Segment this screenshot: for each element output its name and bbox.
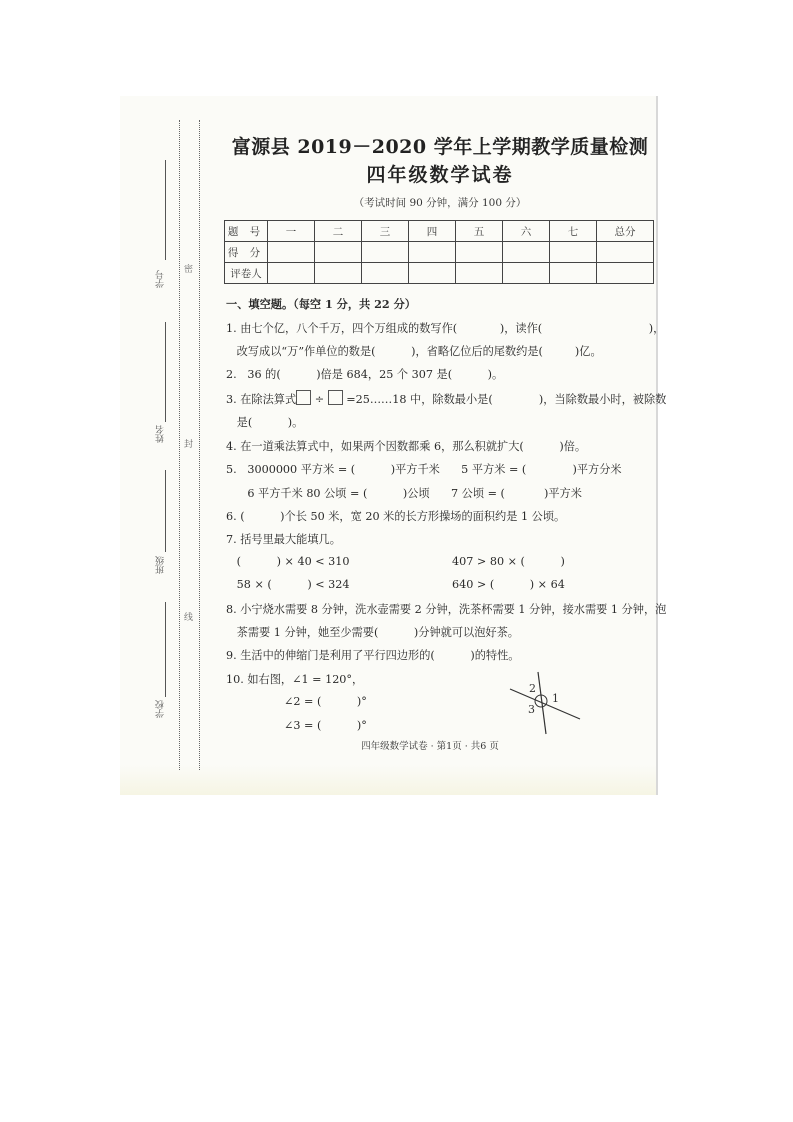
question-3-line-2: 是( )。 bbox=[226, 416, 304, 429]
question-8-line-2: 茶需要 1 分钟，她至少需要( )分钟就可以泡好茶。 bbox=[226, 626, 519, 639]
school-label: 学校 bbox=[156, 700, 166, 718]
binding-dotted-line-1 bbox=[179, 120, 180, 770]
divisor-box bbox=[328, 390, 343, 405]
seal-char-xian: 线 bbox=[184, 613, 194, 623]
row-header: 评卷人 bbox=[225, 263, 268, 284]
grader-cell[interactable] bbox=[409, 263, 456, 284]
question-7-heading: 7. 括号里最大能填几。 bbox=[226, 533, 341, 546]
question-5-line-1: 5. 3000000 平方米 = ( )平方千米 5 平方米 = ( )平方分米 bbox=[226, 463, 622, 476]
question-10-line-1: 10. 如右图，∠1 = 120°， bbox=[226, 673, 364, 686]
question-6: 6. ( )个长 50 米，宽 20 米的长方形操场的面积约是 1 公顷。 bbox=[226, 510, 566, 523]
col-header: 七 bbox=[550, 221, 597, 242]
score-table-row-score bbox=[225, 242, 654, 263]
scan-shadow bbox=[120, 765, 656, 795]
binding-dotted-line-2 bbox=[199, 120, 200, 770]
exam-time-info: （考试时间 90 分钟，满分 100 分） bbox=[353, 197, 527, 209]
divide-sign: ÷ bbox=[314, 393, 325, 406]
score-cell[interactable] bbox=[268, 242, 315, 263]
grader-cell[interactable] bbox=[362, 263, 409, 284]
name-line bbox=[165, 322, 166, 422]
question-3-text: 3. 在除法算式 bbox=[226, 393, 297, 406]
name-label: 姓名 bbox=[156, 425, 166, 443]
score-cell[interactable] bbox=[503, 242, 550, 263]
col-header: 四 bbox=[409, 221, 456, 242]
student-id-label: 学号 bbox=[156, 270, 166, 288]
question-7-a: ( ) × 40 < 310 bbox=[226, 555, 350, 568]
question-7-c: 58 × ( ) < 324 bbox=[226, 578, 350, 591]
section-heading: 一、填空题。（每空 1 分，共 22 分） bbox=[226, 297, 416, 311]
angle-label-3: 3 bbox=[528, 703, 535, 716]
seal-char-mi: 密 bbox=[184, 265, 194, 275]
question-5-line-2: 6 平方千米 80 公顷 = ( )公顷 7 公顷 = ( )平方米 bbox=[226, 487, 582, 500]
score-cell[interactable] bbox=[362, 242, 409, 263]
exam-title: 富源县 2019－2020 学年上学期教学质量检测 bbox=[231, 136, 649, 158]
question-3-line-1 bbox=[226, 390, 666, 407]
col-header: 六 bbox=[503, 221, 550, 242]
angle-label-1: 1 bbox=[552, 692, 559, 705]
question-1-line-1: 1. 由七个亿，八个千万，四个万组成的数写作( )，读作( )， bbox=[226, 322, 665, 335]
row-header: 题 号 bbox=[225, 221, 268, 242]
score-cell[interactable] bbox=[597, 242, 654, 263]
col-header: 三 bbox=[362, 221, 409, 242]
score-cell[interactable] bbox=[550, 242, 597, 263]
question-7-b: 407 > 80 × ( ) bbox=[452, 555, 565, 568]
question-10-angle-3: ∠3 = ( )° bbox=[284, 719, 367, 732]
class-label: 班级 bbox=[156, 556, 166, 574]
score-cell[interactable] bbox=[409, 242, 456, 263]
question-2: 2. 36 的( )倍是 684，25 个 307 是( )。 bbox=[226, 368, 504, 381]
exam-subtitle: 四年级数学试卷 bbox=[366, 164, 514, 186]
question-9: 9. 生活中的伸缩门是利用了平行四边形的( )的特性。 bbox=[226, 649, 520, 662]
row-header: 得 分 bbox=[225, 242, 268, 263]
seal-char-feng: 封 bbox=[184, 440, 194, 450]
score-table-row-grader bbox=[225, 263, 654, 284]
grader-cell[interactable] bbox=[597, 263, 654, 284]
col-header: 二 bbox=[315, 221, 362, 242]
score-table bbox=[224, 220, 654, 284]
school-line bbox=[165, 602, 166, 697]
grader-cell[interactable] bbox=[550, 263, 597, 284]
question-3-rest: =25……18 中，除数最小是( )，当除数最小时，被除数 bbox=[346, 393, 667, 406]
score-cell[interactable] bbox=[315, 242, 362, 263]
angle-label-2: 2 bbox=[529, 682, 536, 695]
question-7-d: 640 > ( ) × 64 bbox=[452, 578, 565, 591]
col-header: 总分 bbox=[597, 221, 654, 242]
col-header: 一 bbox=[268, 221, 315, 242]
class-line bbox=[165, 470, 166, 552]
grader-cell[interactable] bbox=[456, 263, 503, 284]
grader-cell[interactable] bbox=[503, 263, 550, 284]
grader-cell[interactable] bbox=[315, 263, 362, 284]
angle-figure bbox=[500, 668, 590, 738]
question-4: 4. 在一道乘法算式中，如果两个因数都乘 6，那么积就扩大( )倍。 bbox=[226, 440, 587, 453]
question-8-line-1: 8. 小宁烧水需要 8 分钟，洗水壶需要 2 分钟，洗茶杯需要 1 分钟，接水需要 1 分钟，泡 bbox=[226, 603, 667, 616]
page-footer: 四年级数学试卷 · 第1页 · 共6 页 bbox=[361, 741, 499, 752]
question-1-line-2: 改写成以“万”作单位的数是( )，省略亿位后的尾数约是( )亿。 bbox=[226, 345, 602, 358]
dividend-box bbox=[296, 390, 311, 405]
score-cell[interactable] bbox=[456, 242, 503, 263]
grader-cell[interactable] bbox=[268, 263, 315, 284]
question-10-angle-2: ∠2 = ( )° bbox=[284, 695, 367, 708]
student-id-line bbox=[165, 160, 166, 260]
score-table-row-number bbox=[225, 221, 654, 242]
col-header: 五 bbox=[456, 221, 503, 242]
